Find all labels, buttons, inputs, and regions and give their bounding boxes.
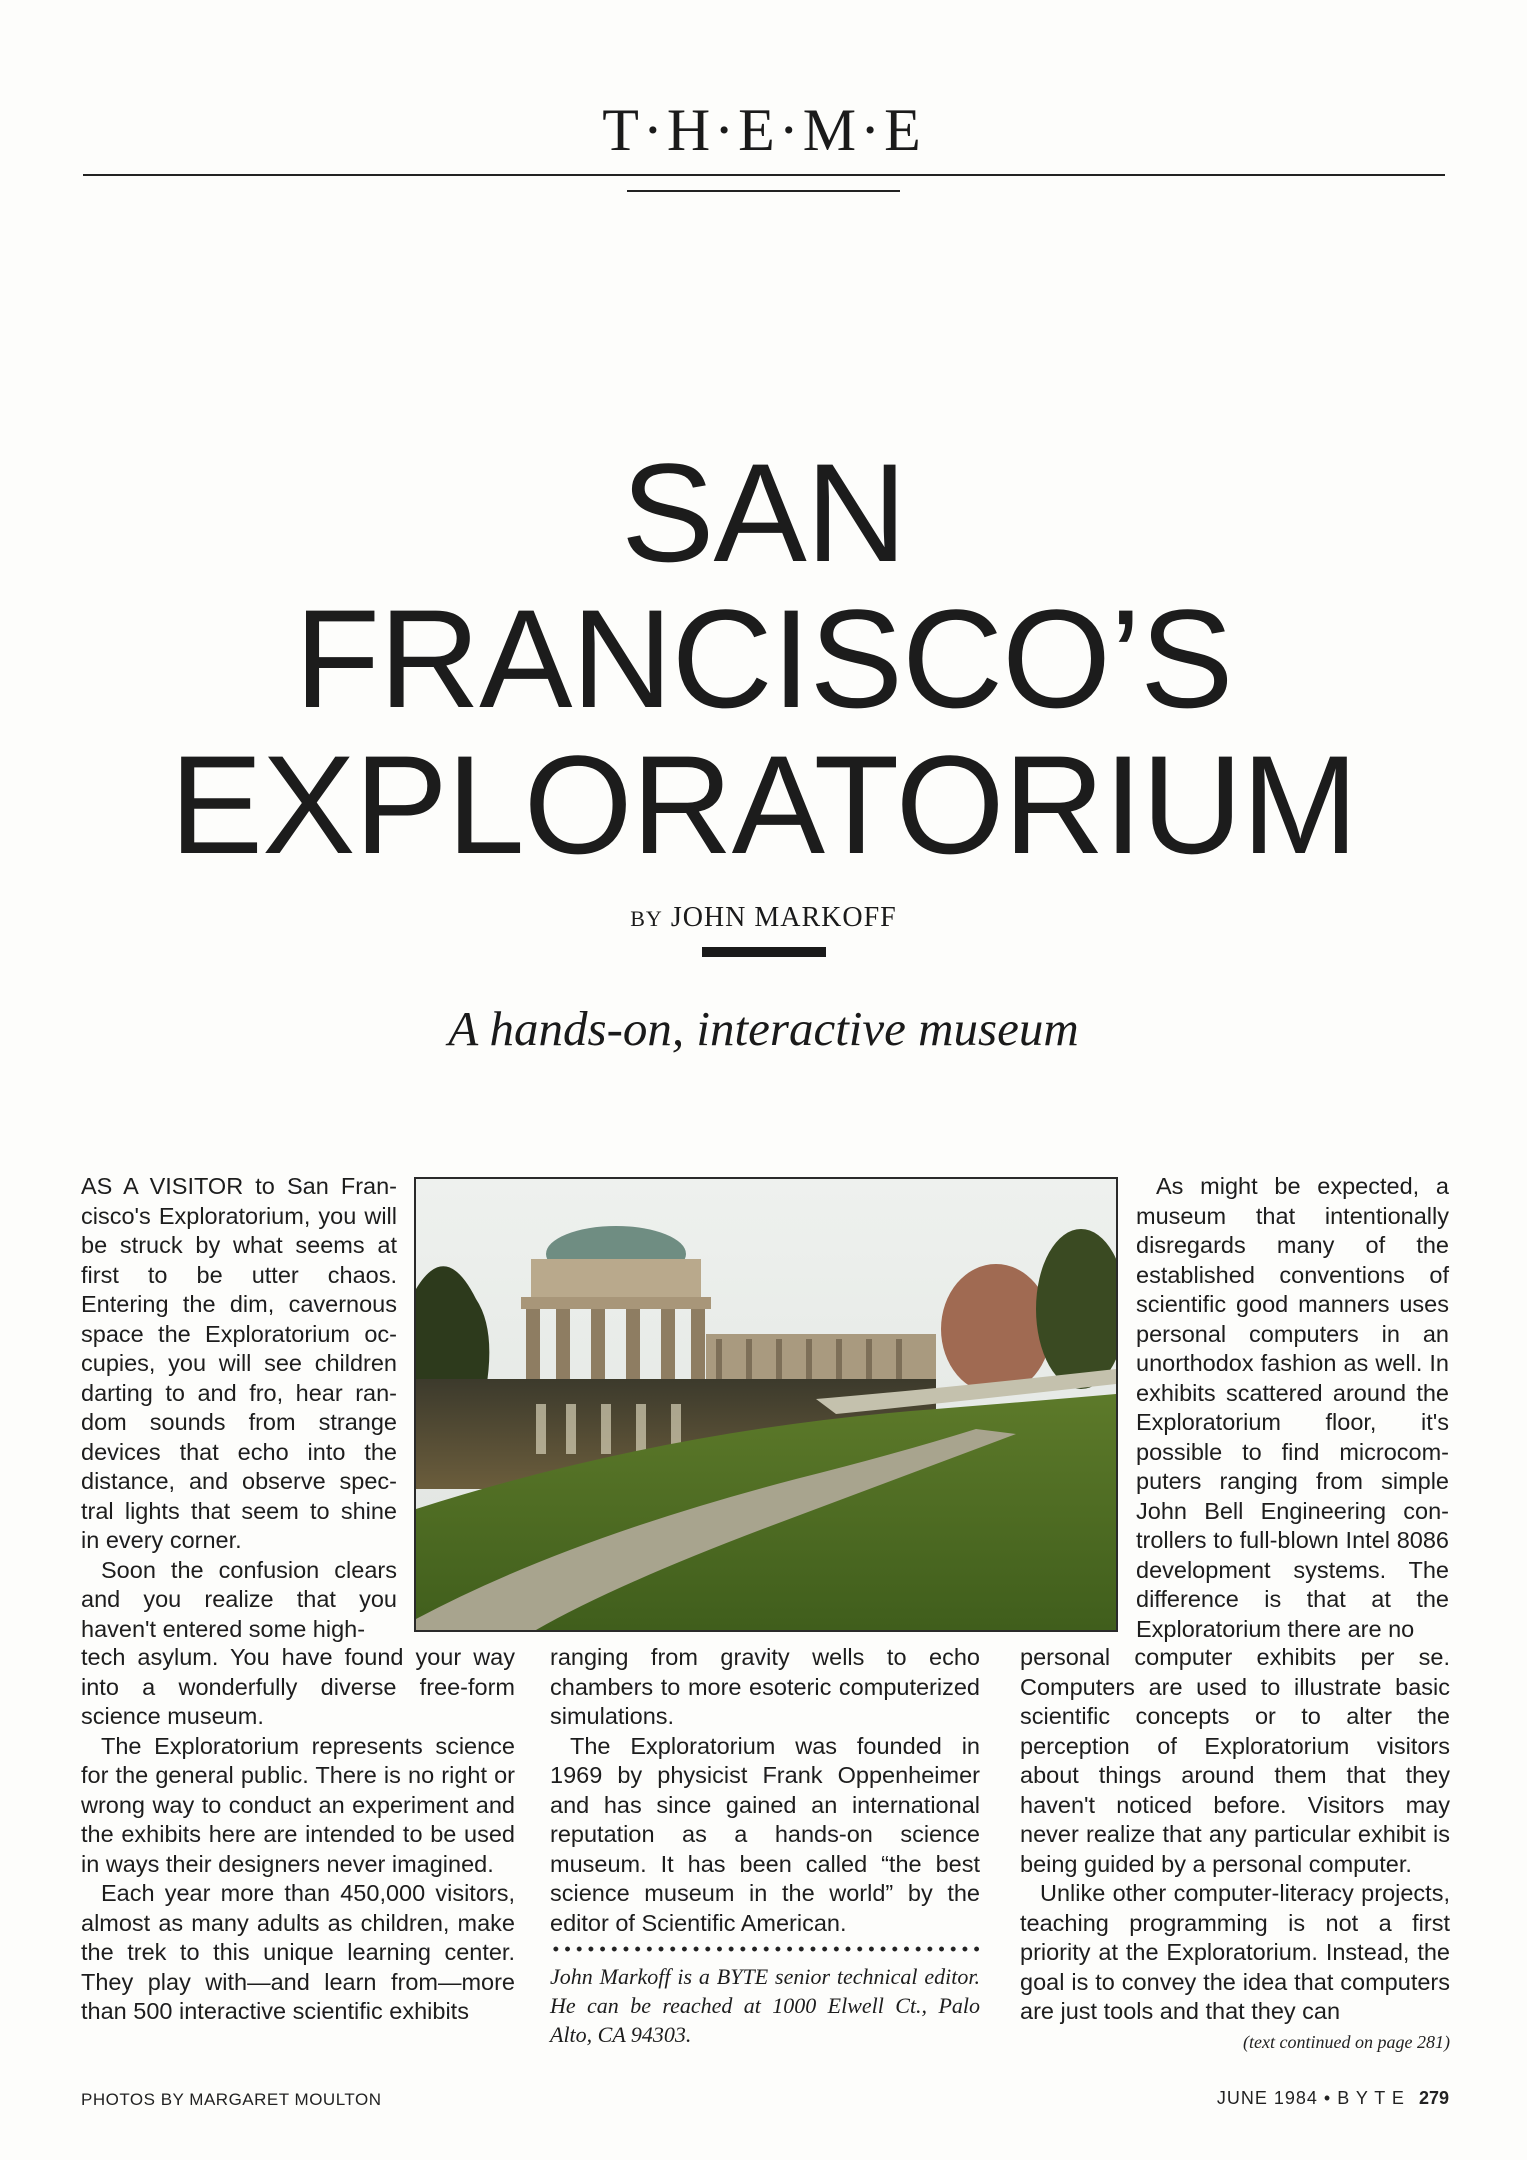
body-paragraph: Unlike other computer-literacy projects, teaching programming is not a first priority at the Exploratorium. Instead, the goal is to convey the idea that computers are just tools and that they can (1020, 1880, 1450, 2024)
byline-bar (702, 947, 826, 957)
body-paragraph: The Exploratorium was founded in 1969 by physicist Frank Oppenheimer and has since gained an international reputation as a hands-on science museum. It has been called “the best science museum in the world” by the editor of Scientific American. (550, 1732, 980, 1936)
body-paragraph: The Exploratorium represents science for the general public. There is no right or wrong way to conduct an experiment and the exhibits here are intended to be used in ways their designers never imagined. (81, 1732, 515, 1877)
byline-prefix: BY (630, 906, 663, 931)
page-number: 279 (1418, 2088, 1449, 2108)
headline-line-2: FRANCISCO’S (294, 580, 1233, 737)
body-paragraph: As might be expected, a museum that intentionally disregards many of the established conventions of scientific good manners uses personal computers in an unorthodox fashion as well. In exhibits scattered around the Exploratorium floor, it's possible to find microcomputers ranging from simple John Bell Engineering controllers to full-blown Intel 8086 development systems. The difference is that at the Exploratorium there are no (1136, 1173, 1449, 1642)
body-column-3-bottom (1020, 1643, 1450, 2027)
headline-line-1: SAN (621, 434, 906, 591)
body-paragraph-continued: personal computer exhibits per se. Computers are used to illustrate basic scientific concepts or to alter the perception of Exploratorium visitors about things around them that they haven't noticed before. Visitors may never realize that any particular exhibit is being guided by a personal computer. (1020, 1644, 1450, 1877)
bio-divider (550, 1945, 980, 1953)
section-underline (627, 190, 900, 192)
author-bio: John Markoff is a BYTE senior technical editor. He can be reached at 1000 Elwell Ct., Palo Alto, CA 94303. (550, 1964, 980, 2047)
body-column-2 (550, 1643, 980, 1938)
body-column-1-top (81, 1172, 397, 1644)
issue-line: JUNE 1984 • B Y T E (1216, 2088, 1405, 2108)
byline-author: JOHN MARKOFF (670, 902, 897, 933)
photo-credit: PHOTOS BY MARGARET MOULTON (81, 2090, 382, 2109)
body-paragraph: AS A VISITOR to San Francisco's Exploratorium, you will be struck by what seems at first to be utter chaos. Entering the dim, cavernous space the Exploratorium occupies, you will see children darting to and fro, hear random sounds from strange devices that echo into the distance, and observe spectral lights that seem to shine in every corner. (81, 1173, 397, 1553)
deck: A hands-on, interactive museum (448, 1001, 1079, 1056)
headline (0, 434, 1527, 883)
body-paragraph: Soon the confusion clears and you realize that you haven't entered some high- (81, 1556, 397, 1642)
section-label: T·H·E·M·E (602, 97, 925, 163)
header-rule (83, 174, 1445, 176)
body-column-1-bottom (81, 1643, 515, 2027)
photo-palace-of-fine-arts (414, 1177, 1118, 1632)
continuation-note: (text continued on page 281) (1243, 2032, 1450, 2052)
body-paragraph: Each year more than 450,000 visitors, almost as many adults as children, make the trek to this unique learning center. They play with—and learn from—more than 500 interactive scientific exhibits (81, 1880, 515, 2024)
body-column-3-top (1136, 1172, 1449, 1644)
body-paragraph-continued: ranging from gravity wells to echo chambers to more esoteric computerized simulations. (550, 1644, 980, 1729)
folio (1217, 2088, 1449, 2109)
body-paragraph-continued: tech asylum. You have found your way into a wonderfully diverse free-form science museum. (81, 1644, 515, 1729)
headline-line-3: EXPLORATORIUM (169, 726, 1358, 883)
byline (0, 902, 1527, 934)
